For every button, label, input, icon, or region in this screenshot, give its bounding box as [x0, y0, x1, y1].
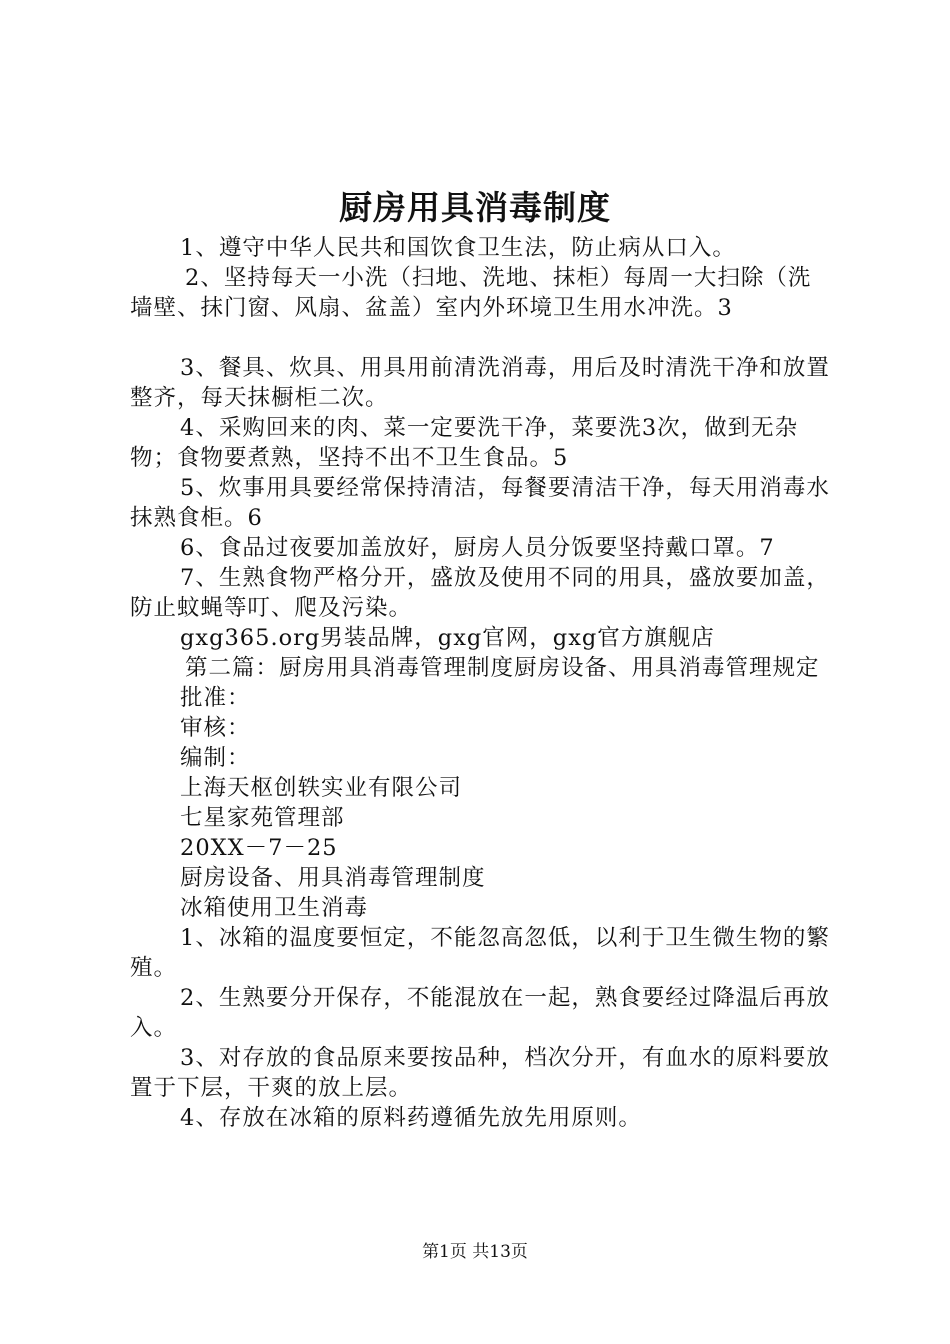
document-title: 厨房用具消毒制度	[339, 188, 611, 227]
paragraph: gxg365.org男装品牌，gxg官网，gxg官方旗舰店	[180, 625, 715, 651]
paragraph: 6、食品过夜要加盖放好，厨房人员分饭要坚持戴口罩。7	[180, 535, 775, 561]
author-line: 编制：	[180, 745, 251, 771]
document-date: 20XX－7－25	[180, 835, 338, 861]
paragraph: 4、存放在冰箱的原料药遵循先放先用原则。	[180, 1105, 642, 1131]
paragraph: 4、采购回来的肉、菜一定要洗干净，菜要洗3次，做到无杂物；食物要煮熟，坚持不出不卫生食品。5	[130, 415, 799, 471]
paragraph: 2、坚持每天一小洗（扫地、洗地、抹柜）每周一大扫除（洗墙壁、抹门窗、风扇、盆盖）室内外环境卫生用水冲洗。3	[130, 265, 812, 321]
section-heading: 第二篇：厨房用具消毒管理制度厨房设备、用具消毒管理规定	[185, 655, 820, 681]
paragraph: 3、对存放的食品原来要按品种，档次分开，有血水的原料要放置于下层，干爽的放上层。	[130, 1045, 830, 1101]
approval-line: 批准：	[180, 685, 251, 711]
blank-line	[130, 323, 830, 353]
paragraph: 2、生熟要分开保存，不能混放在一起，熟食要经过降温后再放入。	[130, 985, 830, 1041]
company-name: 上海天枢创轶实业有限公司	[180, 775, 463, 801]
paragraph: 5、炊事用具要经常保持清洁，每餐要清洁干净，每天用消毒水抹熟食柜。6	[130, 475, 830, 531]
subsection-title: 冰箱使用卫生消毒	[180, 895, 369, 921]
page-indicator: 第1页 共13页	[422, 1242, 528, 1262]
paragraph: 7、生熟食物严格分开，盛放及使用不同的用具，盛放要加盖，防止蚊蝇等叮、爬及污染。	[130, 565, 830, 621]
paragraph: 1、遵守中华人民共和国饮食卫生法，防止病从口入。	[180, 235, 736, 261]
subsection-title: 厨房设备、用具消毒管理制度	[180, 865, 486, 891]
review-line: 审核：	[180, 715, 251, 741]
paragraph: 3、餐具、炊具、用具用前清洗消毒，用后及时清洗干净和放置整齐，每天抹橱柜二次。	[130, 355, 830, 411]
department-name: 七星家苑管理部	[180, 805, 345, 831]
document-body	[130, 233, 830, 1133]
paragraph: 1、冰箱的温度要恒定，不能忽高忽低，以利于卫生微生物的繁殖。	[130, 925, 830, 981]
